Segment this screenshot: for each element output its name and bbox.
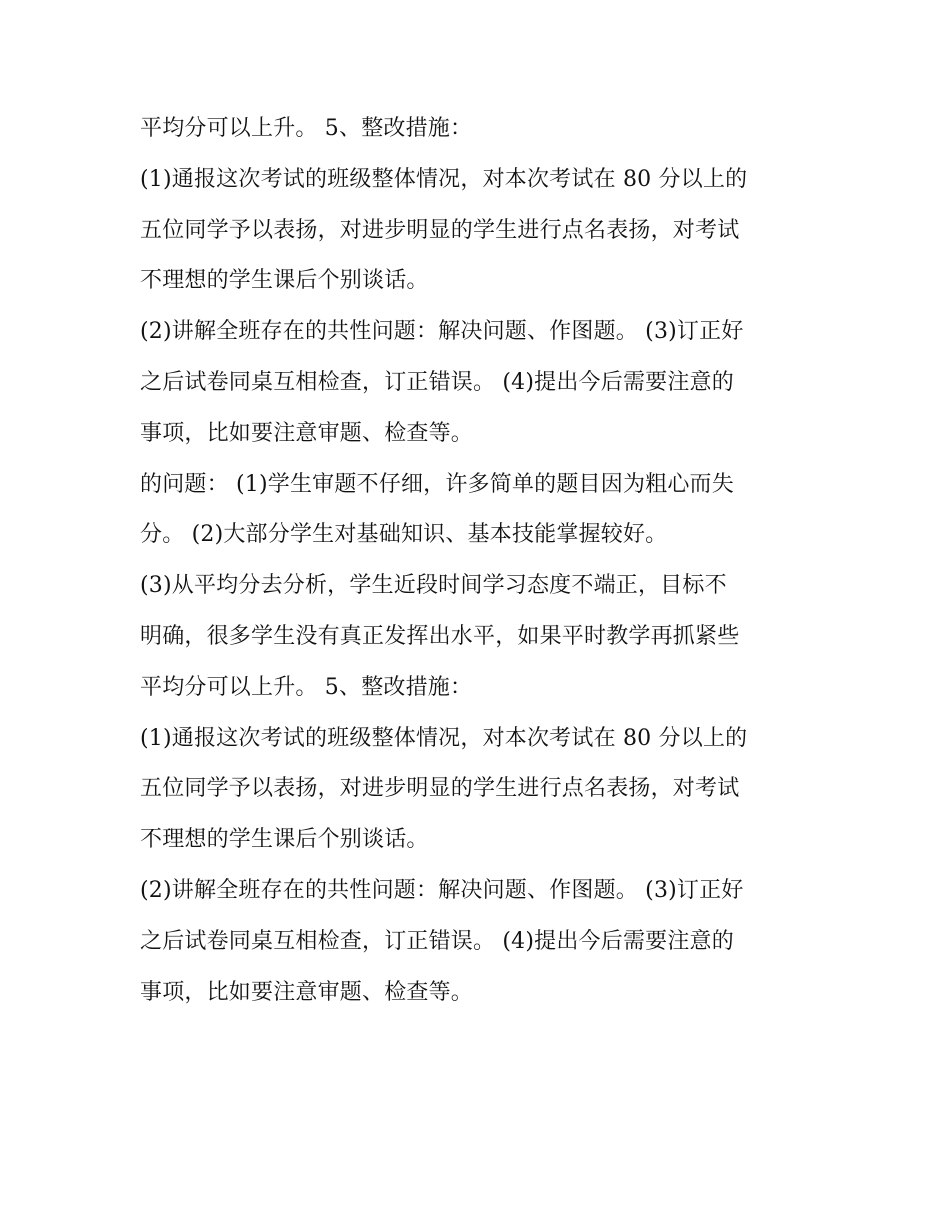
text-line-17: 之后试卷同桌互相检查，订正错误。 (4)提出今后需要注意的 [140, 928, 734, 954]
text-line-1: 平均分可以上升。 5、整改措施： [140, 116, 473, 141]
text-line-8: 的问题： (1)学生审题不仔细，许多简单的题目因为粗心而失 [140, 471, 734, 497]
text-line-4: 不理想的学生课后个别谈话。 [140, 268, 429, 294]
text-line-9: 分。 (2)大部分学生对基础知识、基本技能掌握较好。 [140, 522, 668, 548]
text-line-14: 五位同学予以表扬，对进步明显的学生进行点名表扬，对考试 [140, 776, 740, 802]
text-line-2: (1)通报这次考试的班级整体情况，对本次考试在 80 分以上的 [140, 166, 748, 192]
text-line-13: (1)通报这次考试的班级整体情况，对本次考试在 80 分以上的 [140, 725, 748, 751]
text-line-3: 五位同学予以表扬，对进步明显的学生进行点名表扬，对考试 [140, 217, 740, 243]
text-line-11: 明确，很多学生没有真正发挥出水平，如果平时教学再抓紧些 [140, 623, 740, 649]
text-line-18: 事项，比如要注意审题、检查等。 [140, 979, 474, 1005]
text-line-16: (2)讲解全班存在的共性问题：解决问题、作图题。 (3)订正好 [140, 877, 744, 903]
text-line-10: (3)从平均分去分析，学生近段时间学习态度不端正，目标不 [140, 573, 727, 599]
document-body [140, 104, 830, 1018]
text-line-7: 事项，比如要注意审题、检查等。 [140, 420, 474, 446]
text-line-6: 之后试卷同桌互相检查，订正错误。 (4)提出今后需要注意的 [140, 369, 734, 395]
text-line-15: 不理想的学生课后个别谈话。 [140, 827, 429, 853]
text-line-12: 平均分可以上升。 5、整改措施： [140, 674, 473, 700]
text-line-5: (2)讲解全班存在的共性问题：解决问题、作图题。 (3)订正好 [140, 319, 744, 345]
